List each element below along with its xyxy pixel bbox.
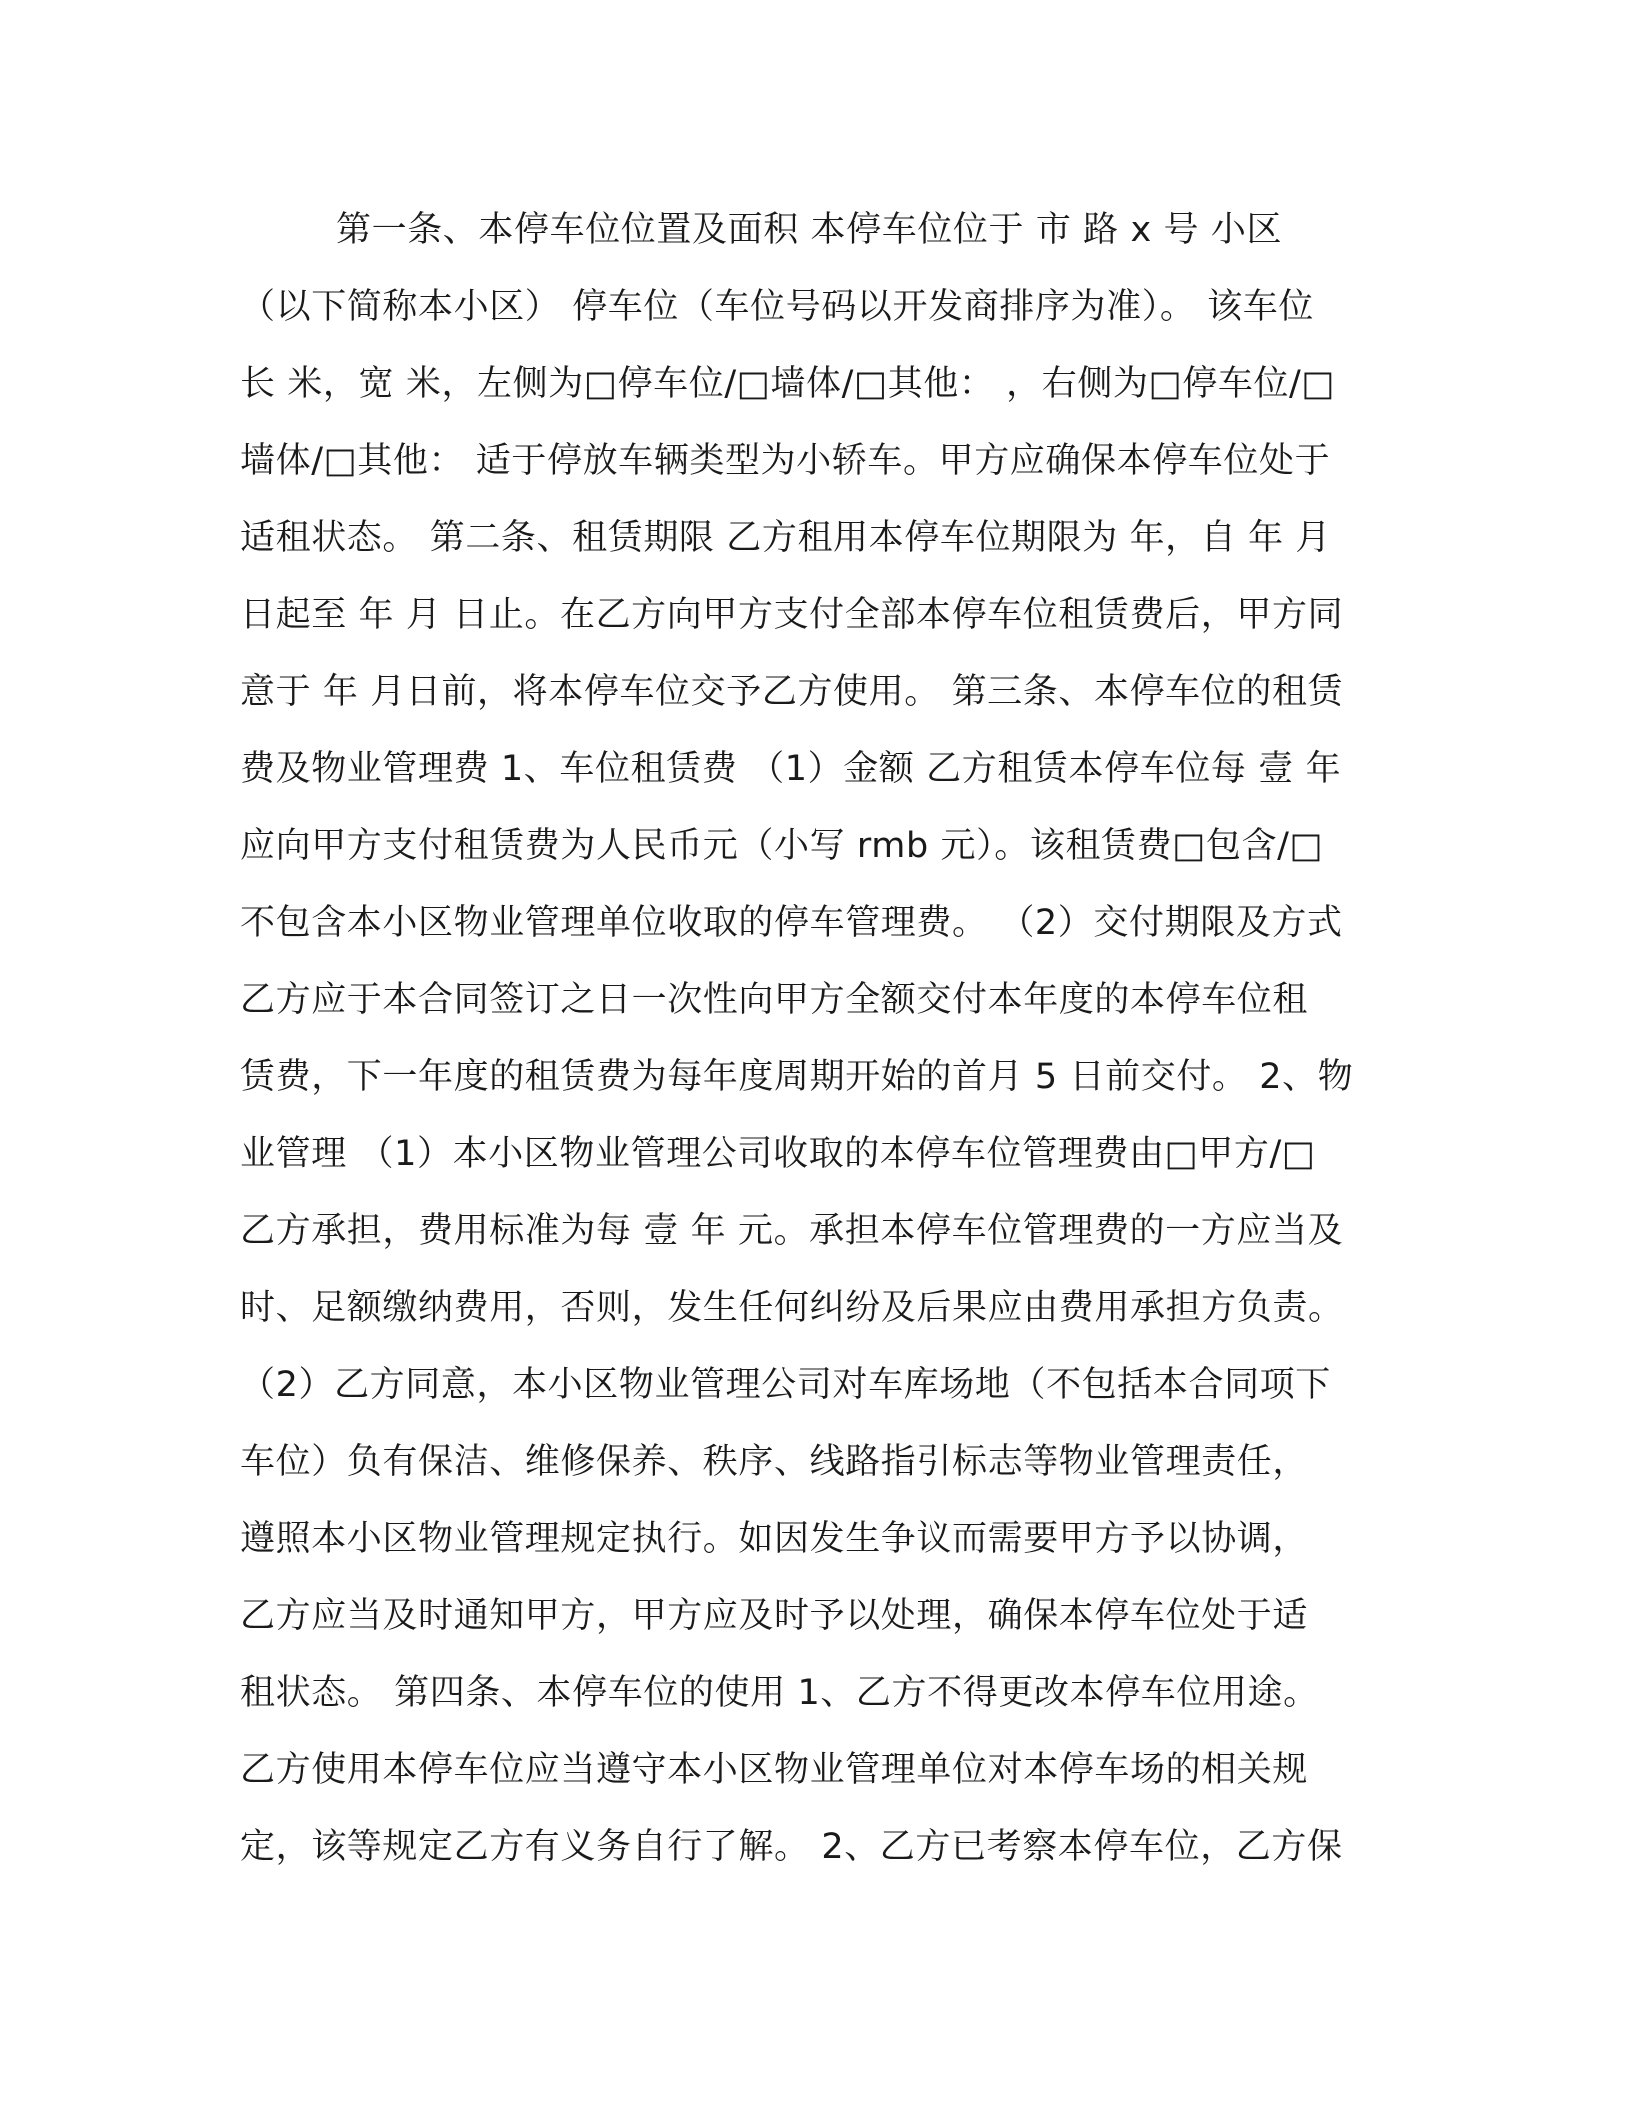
text-line: 墙体/□其他： 适于停放车辆类型为小轿车。甲方应确保本停车位处于	[240, 441, 1331, 481]
text-line: 乙方应当及时通知甲方，甲方应及时予以处理，确保本停车位处于适	[240, 1596, 1309, 1636]
text-line: 日起至 年 月 日止。在乙方向甲方支付全部本停车位租赁费后，甲方同	[240, 595, 1344, 635]
text-line: 不包含本小区物业管理单位收取的停车管理费。 （2）交付期限及方式	[240, 903, 1343, 943]
text-line: 租状态。 第四条、本停车位的使用 1、乙方不得更改本停车位用途。	[240, 1673, 1319, 1713]
text-line: 乙方使用本停车位应当遵守本小区物业管理单位对本停车场的相关规	[240, 1750, 1309, 1790]
text-line: 乙方应于本合同签订之日一次性向甲方全额交付本年度的本停车位租	[240, 980, 1309, 1020]
text-line: 费及物业管理费 1、车位租赁费 （1）金额 乙方租赁本停车位每 壹 年	[240, 749, 1342, 789]
text-line: 定，该等规定乙方有义务自行了解。 2、乙方已考察本停车位，乙方保	[240, 1827, 1343, 1867]
text-line: 赁费，下一年度的租赁费为每年度周期开始的首月 5 日前交付。 2、物	[240, 1057, 1354, 1097]
text-line: 时、足额缴纳费用，否则，发生任何纠纷及后果应由费用承担方负责。	[240, 1288, 1344, 1328]
text-line: （2）乙方同意，本小区物业管理公司对车库场地（不包括本合同项下	[240, 1365, 1331, 1405]
text-line: 第一条、本停车位位置及面积 本停车位位于 市 路 x 号 小区	[336, 210, 1283, 250]
text-line: 遵照本小区物业管理规定执行。如因发生争议而需要甲方予以协调，	[240, 1519, 1309, 1559]
text-line: 意于 年 月日前，将本停车位交予乙方使用。 第三条、本停车位的租赁	[240, 672, 1344, 712]
text-line: 车位）负有保洁、维修保养、秩序、线路指引标志等物业管理责任，	[240, 1442, 1309, 1482]
text-line: 适租状态。 第二条、租赁期限 乙方租用本停车位期限为 年，自 年 月	[240, 518, 1332, 558]
text-line: 业管理 （1）本小区物业管理公司收取的本停车位管理费由□甲方/□	[240, 1134, 1316, 1174]
contract-text	[240, 192, 1400, 1886]
text-line: （以下简称本小区） 停车位（车位号码以开发商排序为准）。 该车位	[240, 287, 1314, 327]
text-line: 乙方承担，费用标准为每 壹 年 元。承担本停车位管理费的一方应当及	[240, 1211, 1344, 1251]
text-line: 应向甲方支付租赁费为人民币元（小写 rmb 元）。该租赁费□包含/□	[240, 826, 1324, 866]
text-line: 长 米，宽 米，左侧为□停车位/□墙体/□其他： ，右侧为□停车位/□	[240, 364, 1336, 404]
